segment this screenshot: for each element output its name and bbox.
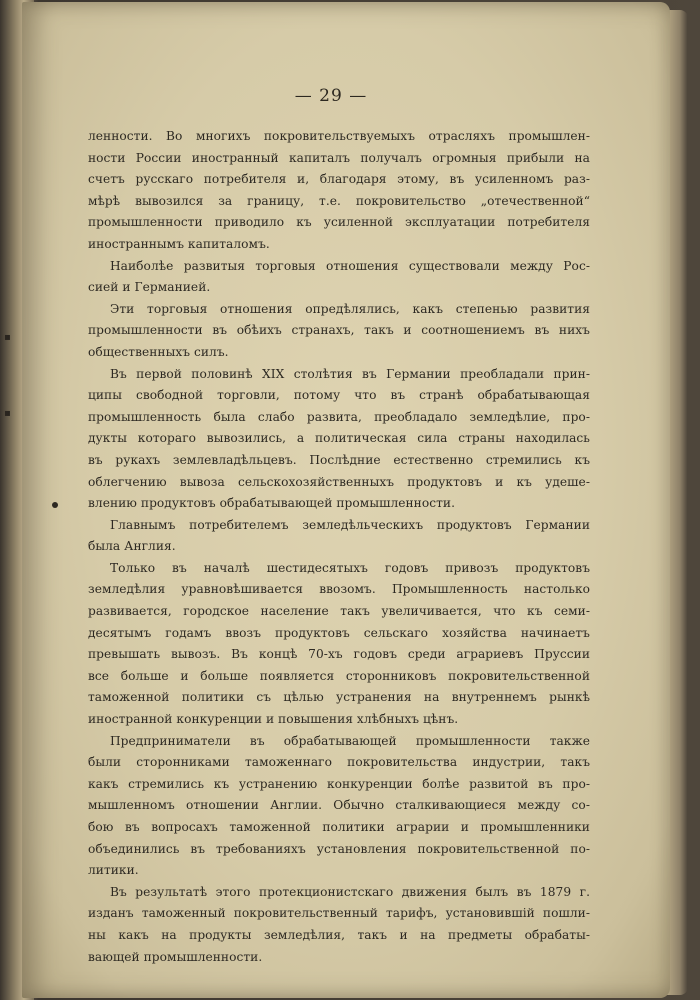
text-line: ны какъ на продукты земледѣлия, такъ и на предметы обрабаты-: [88, 927, 590, 942]
text-line: Только въ началѣ шестидесятыхъ годовъ привозъ продуктовъ: [110, 560, 590, 575]
text-line: вающей промышленности.: [88, 949, 263, 964]
text-line: какъ стремились къ устранению конкуренции болѣе развитой въ про-: [88, 776, 590, 791]
text-line: мѣрѣ вывозился за границу, т.е. покровительство „отечественной“: [88, 193, 590, 208]
book-page: [22, 2, 670, 998]
margin-ink-mark: ▪: [4, 408, 11, 419]
text-line: иностранной конкуренции и повышения хлѣбныхъ цѣнъ.: [88, 712, 459, 727]
text-line: земледѣлия уравновѣшивается ввозомъ. Промышленность настолько: [88, 582, 590, 597]
text-line: дукты котораго вывозились, а политическая сила страны находилась: [88, 431, 590, 446]
text-line: Въ первой половинѣ XIX столѣтия въ Германии преобладали прин-: [110, 366, 590, 381]
text-line: влению продуктовъ обрабатывающей промышленности.: [88, 496, 456, 511]
text-line: ности России иностранный капиталъ получалъ огромныя прибыли на: [88, 150, 590, 165]
text-line: развивается, городское население такъ увеличивается, что къ семи-: [88, 604, 590, 619]
text-line: иностраннымъ капиталомъ.: [88, 236, 270, 251]
text-line: превышать вывозъ. Въ концѣ 70-хъ годовъ среди аграриевъ Пруссии: [88, 647, 590, 662]
text-line: все больше и больше появляется сторонниковъ покровительственной: [88, 668, 590, 683]
ink-dot-mark: [52, 502, 58, 508]
text-line: промышленность была слабо развита, преобладало земледѣлие, про-: [88, 409, 590, 424]
text-line: мышленномъ отношении Англии. Обычно сталкивающиеся между со-: [88, 798, 590, 813]
text-line: таможенной политики съ цѣлью устранения на внутреннемъ рынкѣ: [88, 690, 590, 705]
text-line: общественныхъ силъ.: [88, 344, 229, 359]
text-line: облегчению вывоза сельскохозяйственныхъ продуктовъ и къ удеше-: [88, 474, 590, 489]
text-line: ципы свободной торговли, потому что въ странѣ обрабатывающая: [88, 388, 590, 403]
text-line: промышленности въ обѣихъ странахъ, такъ и соотношениемъ въ нихъ: [88, 323, 590, 338]
text-line: въ рукахъ землевладѣльцевъ. Послѣдние естественно стремились къ: [88, 452, 590, 467]
text-line: промышленности приводило къ усиленной эксплуатации потребителя: [88, 215, 590, 230]
body-text: [88, 126, 590, 968]
text-line: были сторонниками таможеннаго покровительства индустрии, такъ: [88, 755, 590, 770]
text-line: была Англия.: [88, 539, 176, 554]
text-line: Главнымъ потребителемъ земледѣльческихъ продуктовъ Германии: [110, 517, 590, 532]
text-line: объединились въ требованияхъ установления покровительственной по-: [88, 841, 590, 856]
text-line: Предприниматели въ обрабатывающей промышленности также: [110, 733, 590, 748]
text-line: изданъ таможенный покровительственный тарифъ, установившiй пошли-: [88, 906, 590, 921]
text-line: Наиболѣе развитыя торговыя отношения существовали между Рос-: [110, 258, 590, 273]
page-number: — 29 —: [294, 86, 368, 106]
margin-ink-mark: ▪: [4, 332, 11, 343]
text-line: сией и Германией.: [88, 280, 211, 295]
text-line: счетъ русскаго потребителя и, благодаря этому, въ усиленномъ раз-: [88, 172, 590, 187]
text-line: ленности. Во многихъ покровительствуемыхъ отрасляхъ промышлен-: [88, 129, 590, 143]
text-line: десятымъ годамъ ввозъ продуктовъ сельскаго хозяйства начинаетъ: [88, 625, 590, 640]
text-line: Эти торговыя отношения опредѣлялись, какъ степенью развития: [110, 301, 590, 316]
text-line: бою въ вопросахъ таможенной политики аграрии и промышленники: [88, 820, 590, 834]
text-line: литики.: [88, 863, 139, 878]
text-line: Въ результатѣ этого протекционистскаго движения былъ въ 1879 г.: [110, 884, 590, 899]
